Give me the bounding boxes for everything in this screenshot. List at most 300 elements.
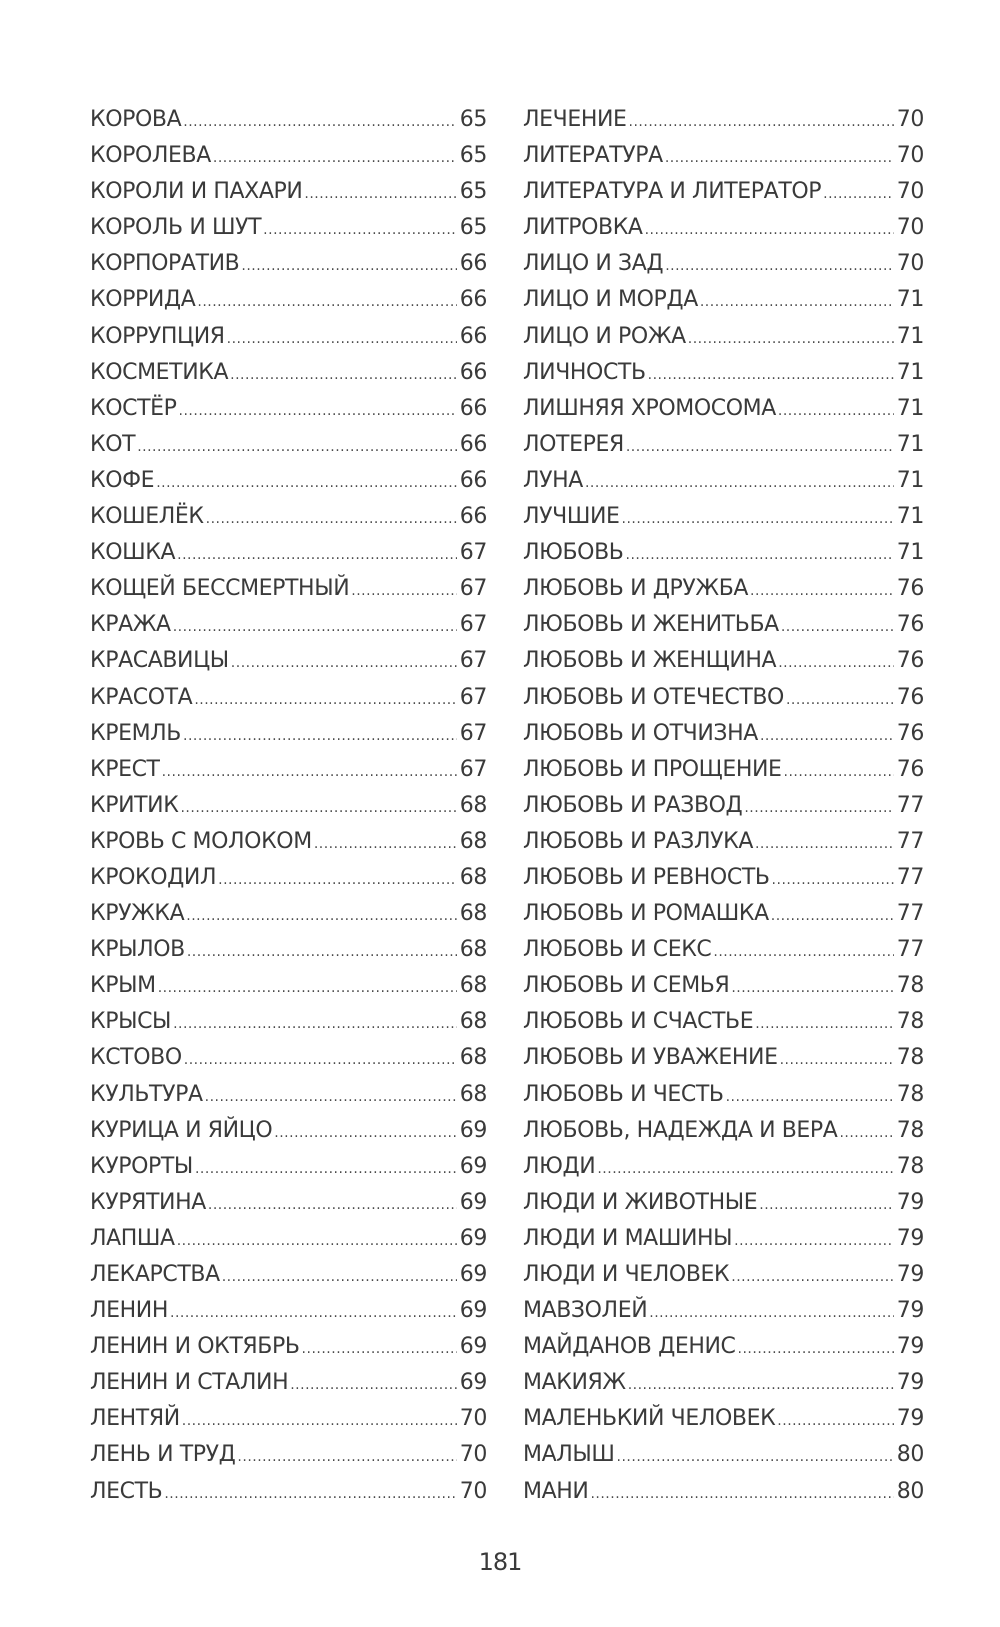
dot-leader (750, 573, 894, 609)
dot-leader (760, 718, 894, 754)
dot-leader (772, 862, 894, 898)
index-entry-term: ЛЕНИН И ОКТЯБРЬ (90, 1334, 300, 1360)
index-entry-page: 67 (459, 576, 487, 602)
page-number: 181 (478, 1548, 522, 1576)
index-entry (523, 1401, 924, 1437)
index-entry (523, 391, 924, 427)
index-entry-term: МАНИ (523, 1478, 589, 1504)
index-entry-page: 67 (459, 648, 487, 674)
index-entry-term: ЛЮДИ И ЧЕЛОВЕК (523, 1262, 730, 1287)
index-entry (523, 932, 924, 968)
index-entry (90, 1329, 487, 1365)
index-entry (90, 355, 487, 391)
index-entry (90, 463, 487, 499)
index-entry-term: КОТ (90, 431, 136, 457)
index-entry-term: КУРОРТЫ (90, 1153, 193, 1179)
index-entry-term: ЛЮБОВЬ (523, 540, 624, 566)
dot-leader (839, 1115, 894, 1151)
index-entry-page: 66 (459, 431, 487, 457)
dot-leader (208, 1187, 457, 1223)
dot-leader (777, 1403, 894, 1439)
index-entry-term: ЛЮБОВЬ И ОТЕЧЕСТВО (523, 684, 784, 710)
dot-leader (780, 1042, 894, 1078)
index-entry-term: ЛЕНИН (90, 1298, 168, 1324)
index-entry-term: МАЛЕНЬКИЙ ЧЕЛОВЕК (523, 1406, 776, 1432)
index-entry-page: 68 (459, 792, 487, 818)
index-entry-term: КОСТЁР (90, 395, 177, 421)
index-entry (90, 246, 487, 282)
index-entry-page: 67 (459, 684, 487, 710)
index-entry-term: КРАСОТА (90, 684, 193, 710)
index-entry-term: КОФЕ (90, 467, 155, 493)
index-entry-page: 70 (459, 1478, 487, 1504)
dot-leader (230, 357, 457, 393)
dot-leader (629, 104, 894, 140)
dot-leader (241, 248, 457, 284)
dot-leader (617, 1439, 894, 1475)
index-entry (90, 1004, 487, 1040)
dot-leader (205, 1079, 457, 1115)
dot-leader (164, 1476, 457, 1512)
index-entry-page: 71 (896, 504, 924, 530)
index-entry-term: КОСМЕТИКА (90, 359, 229, 385)
index-entry-term: КРЫЛОВ (90, 937, 185, 963)
dot-leader (585, 465, 894, 501)
index-entry-page: 66 (459, 395, 487, 421)
dot-leader (823, 176, 894, 212)
index-entry-page: 65 (459, 215, 487, 241)
index-entry (523, 138, 924, 174)
index-entry (523, 1437, 924, 1473)
dot-leader (731, 970, 894, 1006)
dot-leader (755, 826, 894, 862)
index-entry (523, 1185, 924, 1221)
index-entry-page: 66 (459, 287, 487, 313)
index-entry-term: ЛЕСТЬ (90, 1478, 163, 1504)
index-entry-page: 78 (896, 1009, 924, 1035)
index-entry (523, 607, 924, 643)
dot-leader (590, 1476, 894, 1512)
index-entry (523, 1365, 924, 1401)
index-entry-term: ЛЮБОВЬ И СЕКС (523, 937, 712, 963)
index-entry (90, 391, 487, 427)
index-entry-term: ЛЮБОВЬ, НАДЕЖДА И ВЕРА (523, 1117, 838, 1143)
index-entry (90, 499, 487, 535)
index-entry-page: 67 (459, 756, 487, 782)
index-entry-term: КУРЯТИНА (90, 1189, 206, 1215)
index-entry (90, 788, 487, 824)
dot-leader (784, 754, 894, 790)
index-entry-page: 69 (459, 1225, 487, 1251)
dot-leader (731, 1259, 894, 1295)
index-entry (90, 102, 487, 138)
index-entry-term: ЛЮБОВЬ И РАЗВОД (523, 792, 743, 818)
index-entry (90, 716, 487, 752)
index-entry (90, 1040, 487, 1076)
index-entry-term: ЛЮБОВЬ И СЧАСТЬЕ (523, 1009, 754, 1035)
index-entry-page: 79 (896, 1370, 924, 1396)
index-entry-page: 67 (459, 720, 487, 746)
index-entry-term: КОРРУПЦИЯ (90, 323, 225, 349)
dot-leader (263, 212, 457, 248)
index-entry-term: ЛЕКАРСТВА (90, 1262, 220, 1287)
index-entry-page: 76 (896, 612, 924, 638)
dot-leader (628, 1367, 894, 1403)
index-entry-term: КРОВЬ С МОЛОКОМ (90, 828, 312, 854)
dot-leader (665, 140, 894, 176)
index-entry-term: ЛОТЕРЕЯ (523, 431, 624, 457)
dot-leader (237, 1439, 457, 1475)
index-entry-page: 77 (896, 792, 924, 818)
index-entry (523, 1329, 924, 1365)
index-entry-term: ЛИШНЯЯ ХРОМОСОМА (523, 395, 776, 421)
dot-leader (314, 826, 457, 862)
index-entry (523, 319, 924, 355)
index-entry-page: 77 (896, 937, 924, 963)
index-entry-page: 70 (459, 1406, 487, 1432)
dot-leader (206, 501, 457, 537)
index-entry (523, 752, 924, 788)
index-entry (90, 680, 487, 716)
index-entry-page: 71 (896, 323, 924, 349)
index-column-right (523, 102, 924, 1510)
index-entry-page: 77 (896, 828, 924, 854)
index-entry-term: ЛЕНТЯЙ (90, 1406, 180, 1432)
index-entry-page: 65 (459, 179, 487, 205)
index-entry (523, 824, 924, 860)
index-entry-page: 71 (896, 359, 924, 385)
index-entry (523, 1293, 924, 1329)
index-entry-term: КОРОВА (90, 107, 182, 132)
dot-leader (195, 1151, 457, 1187)
index-entry-page: 76 (896, 684, 924, 710)
index-entry-term: ЛИТЕРАТУРА И ЛИТЕРАТОР (523, 179, 822, 205)
dot-leader (744, 790, 894, 826)
index-entry (90, 1077, 487, 1113)
index-entry (90, 535, 487, 571)
index-entry (90, 1365, 487, 1401)
index-entry-term: ЛИЦО И МОРДА (523, 287, 698, 313)
index-entry (90, 1293, 487, 1329)
index-entry-page: 70 (896, 251, 924, 277)
index-entry (523, 246, 924, 282)
index-entry-page: 71 (896, 467, 924, 493)
index-entry-term: КУРИЦА И ЯЙЦО (90, 1117, 273, 1143)
index-entry-term: КОШКА (90, 540, 176, 566)
index-entry-page: 77 (896, 864, 924, 890)
index-entry (523, 1474, 924, 1510)
index-entry-page: 66 (459, 504, 487, 530)
index-entry-term: ЛЮБОВЬ И ОТЧИЗНА (523, 720, 758, 746)
dot-leader (665, 248, 894, 284)
dot-leader (182, 1403, 457, 1439)
index-entry (90, 1113, 487, 1149)
index-entry-page: 78 (896, 1045, 924, 1071)
index-entry-term: ЛАПША (90, 1225, 175, 1251)
index-entry-term: МАВЗОЛЕЙ (523, 1298, 648, 1324)
index-entry-term: ЛЮДИ И МАШИНЫ (523, 1225, 733, 1251)
dot-leader (597, 1151, 894, 1187)
dot-leader (302, 1331, 457, 1367)
index-entry-term: ЛЮБОВЬ И ЖЕНИТЬБА (523, 612, 779, 638)
index-entry-page: 69 (459, 1153, 487, 1179)
index-entry-term: ЛИЦО И РОЖА (523, 323, 686, 349)
dot-leader (194, 682, 457, 718)
dot-leader (734, 1223, 894, 1259)
index-entry-page: 77 (896, 901, 924, 927)
index-entry-page: 69 (459, 1370, 487, 1396)
index-entry-page: 78 (896, 1153, 924, 1179)
index-entry (523, 896, 924, 932)
index-entry-term: КОРОЛИ И ПАХАРИ (90, 179, 303, 205)
index-entry (523, 716, 924, 752)
index-entry (90, 1437, 487, 1473)
dot-leader (778, 645, 894, 681)
index-entry-term: КСТОВО (90, 1045, 182, 1071)
index-entry-page: 71 (896, 287, 924, 313)
index-entry-page: 79 (896, 1262, 924, 1287)
index-entry-term: ЛЮБОВЬ И ПРОЩЕНИЕ (523, 756, 782, 782)
index-entry (523, 535, 924, 571)
index-entry-term: ЛЮБОВЬ И ДРУЖБА (523, 576, 749, 602)
dot-leader (137, 429, 457, 465)
dot-leader (351, 573, 457, 609)
index-entry-term: ЛИЧНОСТЬ (523, 359, 646, 385)
index-entry-term: ЛУЧШИЕ (523, 504, 620, 530)
index-entry-page: 68 (459, 973, 487, 999)
index-entry (90, 210, 487, 246)
index-entry-page: 69 (459, 1262, 487, 1287)
index-entry (523, 680, 924, 716)
index-entry-term: МАЛЫШ (523, 1442, 615, 1468)
dot-leader (177, 537, 457, 573)
dot-leader (173, 609, 457, 645)
dot-leader (183, 718, 457, 754)
index-entry-page: 70 (896, 143, 924, 169)
index-entry (90, 138, 487, 174)
index-entry-term: КУЛЬТУРА (90, 1081, 203, 1107)
index-entry-page: 79 (896, 1298, 924, 1324)
index-entry-term: ЛИТЕРАТУРА (523, 143, 663, 169)
index-entry-page: 70 (896, 107, 924, 132)
index-entry-page: 76 (896, 756, 924, 782)
index-entry (523, 1257, 924, 1293)
dot-leader (688, 321, 894, 357)
index-entry-page: 68 (459, 864, 487, 890)
index-entry (523, 1149, 924, 1185)
index-entry (90, 1474, 487, 1510)
dot-leader (786, 682, 894, 718)
dot-leader (227, 321, 457, 357)
index-entry (523, 643, 924, 679)
index-entry (90, 427, 487, 463)
index-entry (523, 1040, 924, 1076)
index-entry-page: 66 (459, 251, 487, 277)
index-entry (523, 463, 924, 499)
index-entry-term: КРЫМ (90, 973, 156, 999)
index-entry (90, 1257, 487, 1293)
index-entry-term: ЛЮБОВЬ И СЕМЬЯ (523, 973, 730, 999)
index-entry (90, 607, 487, 643)
dot-leader (231, 645, 457, 681)
index-entry (90, 1221, 487, 1257)
index-entry (90, 932, 487, 968)
index-entry-term: КРАСАВИЦЫ (90, 648, 229, 674)
dot-leader (218, 862, 457, 898)
index-entry-page: 65 (459, 107, 487, 132)
index-entry-term: ЛЮБОВЬ И ЧЕСТЬ (523, 1081, 724, 1107)
dot-leader (156, 465, 457, 501)
index-entry (523, 499, 924, 535)
dot-leader (177, 1223, 457, 1259)
index-entry-page: 79 (896, 1225, 924, 1251)
index-entry-page: 66 (459, 467, 487, 493)
dot-leader (274, 1115, 457, 1151)
index-entry (523, 174, 924, 210)
dot-leader (726, 1079, 894, 1115)
dot-leader (626, 429, 894, 465)
index-entry (523, 282, 924, 318)
dot-leader (213, 140, 457, 176)
index-entry (90, 860, 487, 896)
dot-leader (648, 357, 894, 393)
index-entry-term: ЛУНА (523, 467, 583, 493)
index-entry-term: КОРОЛЬ И ШУТ (90, 215, 262, 241)
index-entry (90, 752, 487, 788)
index-entry-term: ЛЮДИ И ЖИВОТНЫЕ (523, 1189, 758, 1215)
index-entry-page: 68 (459, 937, 487, 963)
index-entry-page: 76 (896, 648, 924, 674)
index-entry (523, 1077, 924, 1113)
dot-leader (187, 934, 457, 970)
index-entry-page: 78 (896, 973, 924, 999)
index-entry-page: 68 (459, 1045, 487, 1071)
dot-leader (173, 1006, 457, 1042)
index-entry-term: КОЩЕЙ БЕССМЕРТНЫЙ (90, 576, 350, 602)
dot-leader (183, 104, 457, 140)
index-entry-term: ЛЮБОВЬ И ЖЕНЩИНА (523, 648, 777, 674)
index-entry-page: 71 (896, 540, 924, 566)
index-entry (523, 1113, 924, 1149)
index-entry-page: 69 (459, 1117, 487, 1143)
dot-leader (170, 1295, 457, 1331)
index-entry-term: ЛЕНИН И СТАЛИН (90, 1370, 289, 1396)
index-entry (523, 210, 924, 246)
index-entry-page: 66 (459, 359, 487, 385)
index-entry-term: КРИТИК (90, 792, 179, 818)
index-entry (90, 1401, 487, 1437)
index-entry-page: 79 (896, 1334, 924, 1360)
dot-leader (713, 934, 894, 970)
index-entry-term: КРОКОДИЛ (90, 864, 217, 890)
dot-leader (700, 284, 894, 320)
index-entry-term: ЛЮДИ (523, 1153, 596, 1179)
index-entry-page: 71 (896, 431, 924, 457)
index-entry (90, 824, 487, 860)
index-entry-page: 70 (896, 215, 924, 241)
index-entry-term: ЛИЦО И ЗАД (523, 251, 664, 277)
index-entry (90, 968, 487, 1004)
index-entry (523, 1221, 924, 1257)
index-entry-page: 68 (459, 828, 487, 854)
index-entry (523, 571, 924, 607)
index-entry-term: КОРПОРАТИВ (90, 251, 240, 277)
index-entry-term: ЛЕНЬ И ТРУД (90, 1442, 236, 1468)
index-entry-page: 71 (896, 395, 924, 421)
index-entry-term: КРЫСЫ (90, 1009, 172, 1035)
index-entry-term: КОШЕЛЁК (90, 504, 204, 530)
index-entry-page: 70 (896, 179, 924, 205)
index-entry-page: 68 (459, 1081, 487, 1107)
dot-leader (622, 501, 894, 537)
index-entry-term: МАЙДАНОВ ДЕНИС (523, 1334, 736, 1360)
index-entry-term: КОРОЛЕВА (90, 143, 211, 169)
index-entry (90, 571, 487, 607)
dot-leader (304, 176, 457, 212)
dot-leader (222, 1259, 457, 1295)
index-entry-term: КРАЖА (90, 612, 171, 638)
index-entry-term: ЛЮБОВЬ И РЕВНОСТЬ (523, 864, 770, 890)
index-entry (523, 102, 924, 138)
index-entry (523, 788, 924, 824)
index-entry-page: 67 (459, 540, 487, 566)
dot-leader (290, 1367, 457, 1403)
index-entry (90, 282, 487, 318)
index-entry (90, 319, 487, 355)
index-entry-term: ЛЮБОВЬ И РАЗЛУКА (523, 828, 753, 854)
dot-leader (180, 790, 457, 826)
index-entry-page: 66 (459, 323, 487, 349)
index-entry (90, 174, 487, 210)
dot-leader (197, 284, 457, 320)
index-entry (90, 1185, 487, 1221)
dot-leader (649, 1295, 894, 1331)
dot-leader (738, 1331, 894, 1367)
index-entry-page: 68 (459, 1009, 487, 1035)
index-entry-term: ЛЕЧЕНИЕ (523, 107, 627, 132)
index-entry (523, 427, 924, 463)
index-entry-term: ЛЮБОВЬ И УВАЖЕНИЕ (523, 1045, 778, 1071)
index-column-left (90, 102, 487, 1510)
dot-leader (778, 393, 894, 429)
dot-leader (645, 212, 894, 248)
index-entry-page: 80 (896, 1478, 924, 1504)
index-entry (523, 968, 924, 1004)
index-entry-term: КОРРИДА (90, 287, 196, 313)
dot-leader (179, 393, 457, 429)
dot-leader (186, 898, 457, 934)
index-entry (90, 896, 487, 932)
index-entry-page: 76 (896, 720, 924, 746)
dot-leader (781, 609, 894, 645)
index-entry (523, 1004, 924, 1040)
index-entry-page: 80 (896, 1442, 924, 1468)
index-entry (90, 643, 487, 679)
index-entry-page: 69 (459, 1334, 487, 1360)
index-entry (90, 1149, 487, 1185)
dot-leader (162, 754, 457, 790)
dot-leader (158, 970, 457, 1006)
dot-leader (759, 1187, 894, 1223)
index-entry-page: 65 (459, 143, 487, 169)
index-entry-page: 76 (896, 576, 924, 602)
index-entry-page: 70 (459, 1442, 487, 1468)
dot-leader (626, 537, 895, 573)
index-entry-page: 78 (896, 1117, 924, 1143)
dot-leader (755, 1006, 894, 1042)
dot-leader (771, 898, 894, 934)
index-entry-page: 79 (896, 1406, 924, 1432)
